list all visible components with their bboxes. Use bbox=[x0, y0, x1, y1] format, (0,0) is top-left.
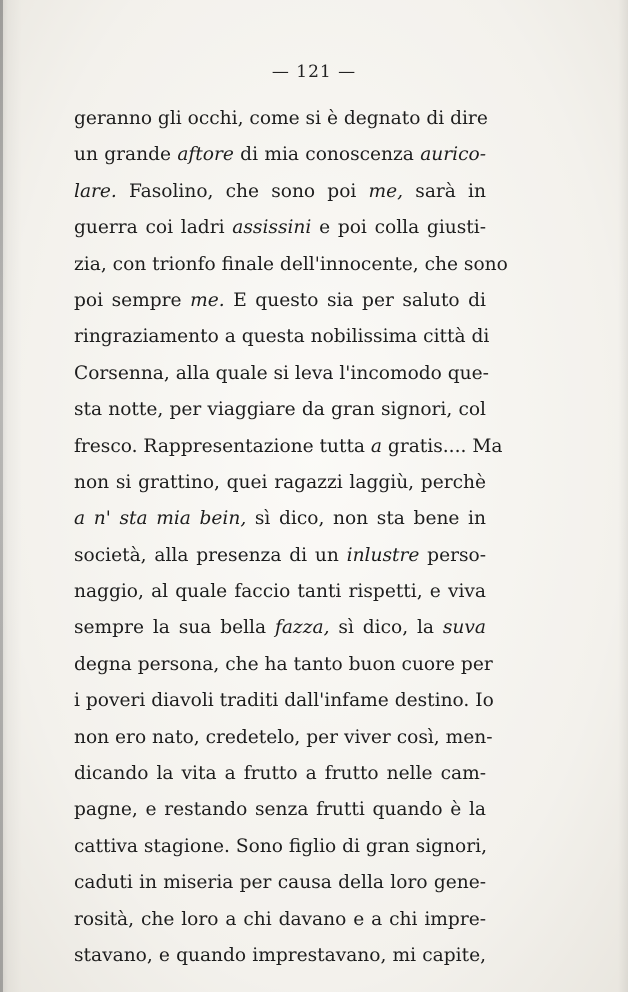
text-segment: poi sempre bbox=[74, 289, 191, 311]
italic-text: me. bbox=[190, 289, 225, 311]
text-line bbox=[74, 429, 503, 465]
text-line bbox=[74, 356, 489, 392]
text-line bbox=[74, 647, 493, 683]
text-line bbox=[74, 865, 486, 901]
text-line bbox=[74, 756, 486, 792]
text-line bbox=[74, 683, 494, 719]
text-segment: dicando la vita a frutto a frutto nelle cam- bbox=[74, 763, 486, 785]
text-line bbox=[74, 137, 486, 173]
text-line bbox=[74, 538, 486, 574]
text-line bbox=[74, 319, 490, 355]
text-segment: società, alla presenza di un bbox=[74, 544, 347, 566]
text-segment: gratis.... Ma bbox=[382, 435, 503, 457]
body-text bbox=[74, 101, 508, 974]
text-segment: Corsenna, alla quale si leva l'incomodo que- bbox=[74, 362, 489, 384]
text-segment: sta notte, per viaggiare da gran signori, col bbox=[74, 399, 486, 421]
text-segment: Fasolino, che sono poi bbox=[116, 180, 369, 202]
italic-text: me, bbox=[368, 180, 404, 202]
text-segment: degna persona, che ha tanto buon cuore per bbox=[74, 653, 493, 675]
text-segment: pagne, e restando senza frutti quando è la bbox=[74, 799, 486, 821]
text-segment: E questo sia per saluto di bbox=[224, 289, 487, 311]
text-segment: un grande bbox=[74, 144, 178, 166]
text-segment: cattiva stagione. Sono figlio di gran signori, bbox=[74, 835, 487, 857]
text-segment: sì dico, la bbox=[329, 617, 443, 639]
text-segment: fresco. Rappresentazione tutta bbox=[74, 435, 371, 457]
text-segment: rosità, che loro a chi davano e a chi impre- bbox=[74, 908, 486, 930]
text-segment: sarà in bbox=[403, 180, 486, 202]
text-segment: sempre la sua bella bbox=[74, 617, 275, 639]
page-number: — 121 — bbox=[271, 62, 357, 82]
text-line bbox=[74, 610, 486, 646]
text-segment: non si grattino, quei ragazzi laggiù, perchè bbox=[74, 471, 486, 493]
page-left-edge-shadow bbox=[0, 0, 3, 992]
text-line bbox=[74, 501, 486, 537]
text-line bbox=[74, 902, 486, 938]
text-line bbox=[74, 792, 486, 828]
text-segment: di mia conoscenza bbox=[233, 144, 421, 166]
text-segment: ringraziamento a questa nobilissima città di bbox=[74, 326, 490, 348]
text-segment: geranno gli occhi, come si è degnato di dire bbox=[74, 108, 488, 129]
italic-text: a n' sta mia bein, bbox=[74, 508, 247, 530]
text-line bbox=[74, 720, 493, 756]
text-line bbox=[74, 574, 486, 610]
text-segment: non ero nato, credetelo, per viver così, men- bbox=[74, 726, 493, 748]
text-line bbox=[74, 938, 486, 974]
text-segment: perso- bbox=[419, 544, 486, 566]
italic-text: inlustre bbox=[346, 544, 420, 566]
text-segment: i poveri diavoli traditi dall'infame destino. Io bbox=[74, 690, 494, 712]
italic-text: lare. bbox=[74, 180, 117, 202]
italic-text: aftore bbox=[177, 144, 234, 166]
text-segment: zia, con trionfo finale dell'innocente, che sono bbox=[74, 253, 508, 275]
text-line bbox=[74, 247, 508, 283]
text-line bbox=[74, 392, 486, 428]
text-segment: sì dico, non sta bene in bbox=[246, 508, 486, 530]
text-line bbox=[74, 465, 486, 501]
text-segment: naggio, al quale faccio tanti rispetti, e viva bbox=[74, 581, 486, 603]
italic-text: assissini bbox=[232, 217, 312, 239]
text-segment: guerra coi ladri bbox=[74, 217, 233, 239]
italic-text: a bbox=[370, 435, 383, 457]
text-line bbox=[74, 210, 486, 246]
text-line bbox=[74, 101, 486, 137]
text-segment: stavano, e quando imprestavano, mi capite, bbox=[74, 944, 486, 966]
text-segment: caduti in miseria per causa della loro gene- bbox=[74, 872, 486, 894]
text-line bbox=[74, 829, 486, 865]
text-segment: e poi colla giusti- bbox=[311, 217, 486, 239]
text-line bbox=[74, 283, 486, 319]
italic-text: suva bbox=[442, 617, 486, 639]
page-right-edge-shadow bbox=[618, 0, 628, 992]
text-line bbox=[74, 174, 486, 210]
italic-text: fazza, bbox=[274, 617, 330, 639]
italic-text: aurico- bbox=[420, 144, 486, 166]
